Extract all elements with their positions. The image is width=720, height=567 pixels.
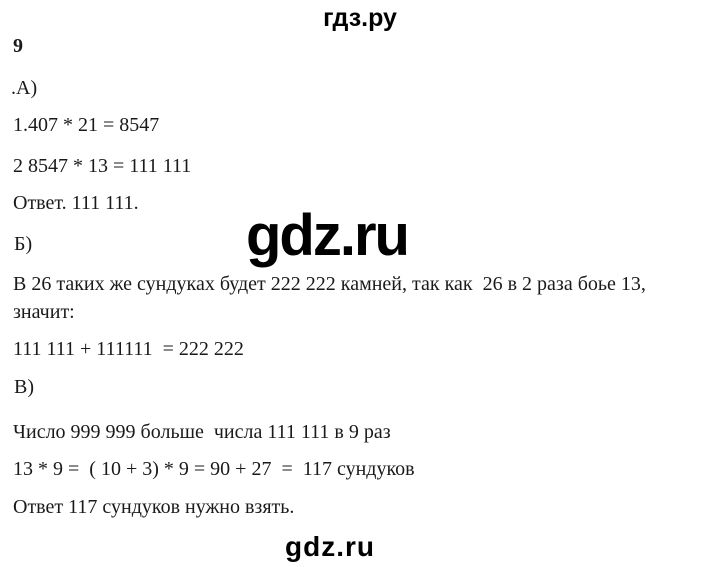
site-brand-footer: gdz.ru bbox=[285, 531, 375, 562]
site-watermark: gdz.ru bbox=[246, 203, 408, 268]
part-b-text-line-1: В 26 таких же сундуках будет 222 222 камней, так как 26 в 2 раза боье 13, bbox=[13, 273, 646, 295]
part-b-equation: 111 111 + 111111 = 222 222 bbox=[13, 338, 244, 360]
part-a-equation-1: 1.407 * 21 = 8547 bbox=[13, 114, 160, 136]
part-b-label: Б) bbox=[14, 233, 33, 255]
site-brand-header: гдз.ру bbox=[323, 4, 397, 32]
part-a-answer: Ответ. 111 111. bbox=[13, 192, 139, 214]
part-a-equation-2: 2 8547 * 13 = 111 111 bbox=[13, 155, 192, 177]
part-a-label: .А) bbox=[11, 77, 38, 99]
part-v-label: В) bbox=[14, 376, 34, 398]
part-v-equation: 13 * 9 = ( 10 + 3) * 9 = 90 + 27 = 117 сундуков bbox=[13, 458, 415, 480]
problem-number: 9 bbox=[13, 35, 23, 57]
part-v-text: Число 999 999 больше числа 111 111 в 9 раз bbox=[13, 421, 391, 443]
part-v-answer: Ответ 117 сундуков нужно взять. bbox=[13, 496, 295, 518]
part-b-text-line-2: значит: bbox=[13, 301, 75, 323]
